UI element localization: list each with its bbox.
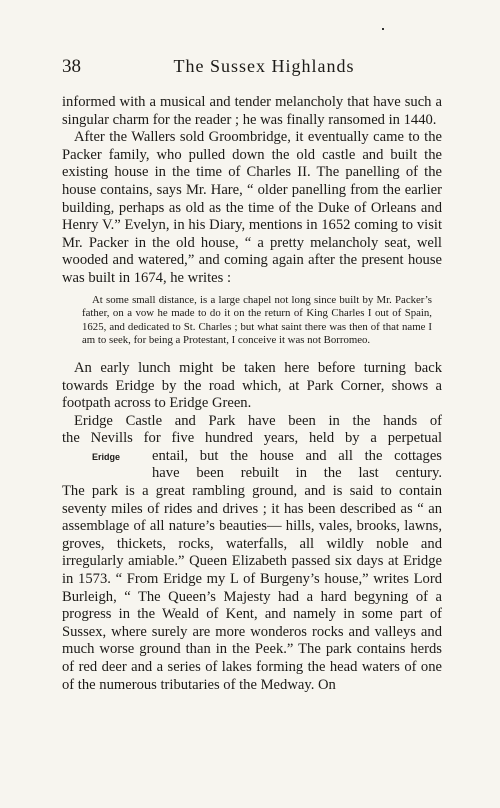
paragraph-4-line-3: entail, but the house and all the cottages <box>152 447 442 464</box>
ink-speck <box>382 28 384 30</box>
paragraph-4-line-4: have been rebuilt in the last century. <box>152 465 442 482</box>
block-quote: At some small distance, is a large chapel not long since built by Mr. Packer’s father, on a vow he made to do it on the return of King Charles I out of Spain, 1625, and dedicated to St. Charles ; but what saint there was then of that name I am to seek, for being a Protestant, I conceive it was not Borromeo. <box>82 293 432 347</box>
running-title: The Sussex Highlands <box>173 56 355 76</box>
page-header <box>62 56 442 86</box>
paragraph-3: An early lunch might be taken here before turning back towards Eridge by the road which, at Park Corner, shows a footpath across to Eridge Green. <box>62 359 442 412</box>
paragraph-4-line-2: the Nevills for five hundred years, held by a perpetual <box>62 430 442 447</box>
paragraph-1: informed with a musical and tender melancholy that have such a singular charm for the reader ; he was finally ransomed in 1440. <box>62 94 442 128</box>
paragraph-2: After the Wallers sold Groombridge, it eventually came to the Packer family, who pulled down the old castle and built the existing house in the time of Charles II. The panelling of the house contains, says Mr. Hare, “ older panelling from the earlier building, perhaps as old as the time of the Duke of Orleans and Henry V.” Evelyn, in his Diary, mentions in 1652 coming to visit Mr. Packer in the old house, “ a pretty melancholy seat, well wooded and watered,” and coming again after the present house was built in 1674, he writes : <box>62 129 442 286</box>
margin-sidenote: Eridge <box>92 451 121 462</box>
paragraph-4 <box>62 413 442 695</box>
book-page <box>62 56 442 694</box>
page-number: 38 <box>62 56 81 77</box>
paragraph-4-line-1: Eridge Castle and Park have been in the hands of <box>74 412 442 429</box>
paragraph-4-rest: The park is a great rambling ground, and is said to contain seventy miles of rides and drives ; it has been described as “ an assemblage of all nature’s beauties— hills, vales, brooks, lawns, groves, thickets, rocks, waterfalls, all wildly noble and irregularly amiable.” Queen Elizabeth passed six days at Eridge in 1573. “ From Eridge my L of Burgeny’s house,” writes Lord Burleigh, “ The Queen’s Majesty had a hard begyning of a progress in the Weald of Kent, and namely in some part of Sussex, where surely are more wonderos rocks and valleys and much worse ground than in the Peek.” The park contains herds of red deer and a series of lakes forming the head waters of one of the numerous tributaries of the Medway. On <box>62 483 442 693</box>
